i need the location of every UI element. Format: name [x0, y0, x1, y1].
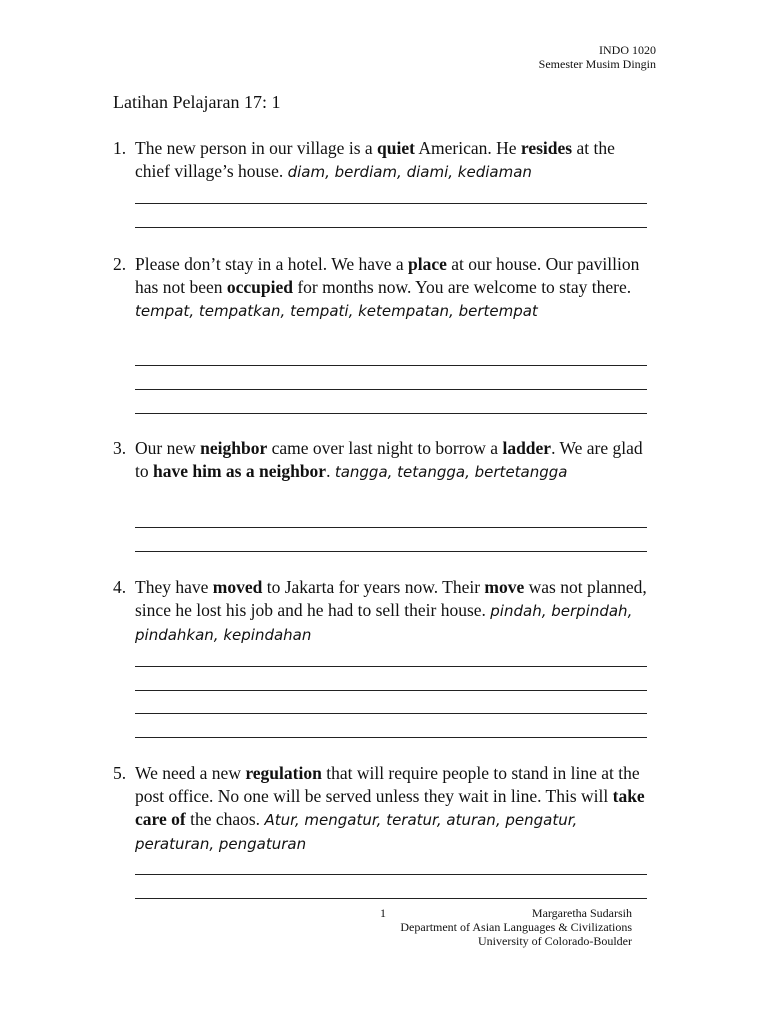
sentence-text: . — [326, 461, 335, 481]
exercise-item-4 — [113, 576, 653, 647]
item-number: 4. — [113, 577, 127, 597]
word-hint-list: tempat, tempatkan, tempati, ketempatan, bertempat — [135, 302, 538, 320]
answer-line[interactable] — [135, 874, 647, 875]
document-footer — [380, 906, 632, 948]
item-number: 1. — [113, 138, 127, 158]
key-word: regulation — [245, 763, 322, 783]
sentence-text: for months now. You are welcome to stay there. — [292, 277, 632, 297]
answer-line[interactable] — [135, 389, 647, 390]
sentence-text: was not planned, since he lost his job and he had to sell their house. — [135, 577, 647, 620]
course-code: INDO 1020 — [599, 43, 656, 57]
answer-line[interactable] — [135, 551, 647, 552]
department-name: Department of Asian Languages & Civilizations — [400, 920, 632, 934]
answer-line[interactable] — [135, 203, 647, 204]
exercise-title: Latihan Pelajaran 17: 1 — [113, 92, 281, 112]
item-text — [135, 762, 653, 856]
answer-line[interactable] — [135, 690, 647, 691]
sentence-text: . We are glad to — [135, 438, 643, 481]
exercise-item-2 — [113, 253, 653, 323]
document-header — [539, 43, 656, 71]
key-word: neighbor — [200, 438, 268, 458]
item-text — [135, 137, 653, 184]
sentence-text: to Jakarta for years now. Their — [262, 577, 485, 597]
exercise-item-1 — [113, 137, 653, 184]
key-word: quiet — [377, 138, 415, 158]
answer-line[interactable] — [135, 898, 647, 899]
page-number: 1 — [380, 906, 386, 920]
answer-line[interactable] — [135, 413, 647, 414]
item-text — [135, 437, 653, 484]
sentence-text: American. He — [414, 138, 521, 158]
sentence-text: at the chief village’s house. — [135, 138, 615, 181]
item-text — [135, 253, 653, 323]
key-word: resides — [520, 138, 573, 158]
answer-line[interactable] — [135, 365, 647, 366]
key-word: place — [408, 254, 447, 274]
answer-line[interactable] — [135, 713, 647, 714]
semester-label: Semester Musim Dingin — [538, 57, 656, 71]
key-word: have him as a neighbor — [153, 461, 327, 481]
sentence-text: at our house. Our pavillion has not been — [135, 254, 640, 297]
word-hint-list: Atur, mengatur, teratur, aturan, pengatur, peraturan, pengaturan — [135, 811, 578, 853]
sentence-text: Our new — [135, 438, 201, 458]
sentence-text: came over last night to borrow a — [267, 438, 503, 458]
answer-line[interactable] — [135, 227, 647, 228]
item-number: 3. — [113, 438, 127, 458]
sentence-text: We need a new — [135, 763, 246, 783]
item-text — [135, 576, 653, 647]
sentence-text: Please don’t stay in a hotel. We have a — [135, 254, 409, 274]
key-word: take care of — [135, 786, 645, 829]
key-word: move — [484, 577, 525, 597]
university-name: University of Colorado-Boulder — [478, 934, 632, 948]
word-hint-list: tangga, tetangga, bertetangga — [334, 463, 568, 481]
key-word: ladder — [502, 438, 552, 458]
item-number: 5. — [113, 763, 127, 783]
answer-line[interactable] — [135, 527, 647, 528]
exercise-item-3 — [113, 437, 653, 484]
word-hint-list: diam, berdiam, diami, kediaman — [287, 163, 532, 181]
word-hint-list: pindah, berpindah, pindahkan, kepindahan — [135, 602, 633, 644]
sentence-text: The new person in our village is a — [135, 138, 378, 158]
key-word: moved — [212, 577, 263, 597]
author-name: Margaretha Sudarsih — [531, 906, 632, 920]
sentence-text: that will require people to stand in line at the post office. No one will be served unless they wait in line. This will — [135, 763, 640, 806]
key-word: occupied — [226, 277, 293, 297]
answer-line[interactable] — [135, 666, 647, 667]
sentence-text: the chaos. — [185, 809, 265, 829]
item-number: 2. — [113, 254, 127, 274]
sentence-text: They have — [135, 577, 213, 597]
exercise-item-5 — [113, 762, 653, 856]
answer-line[interactable] — [135, 737, 647, 738]
